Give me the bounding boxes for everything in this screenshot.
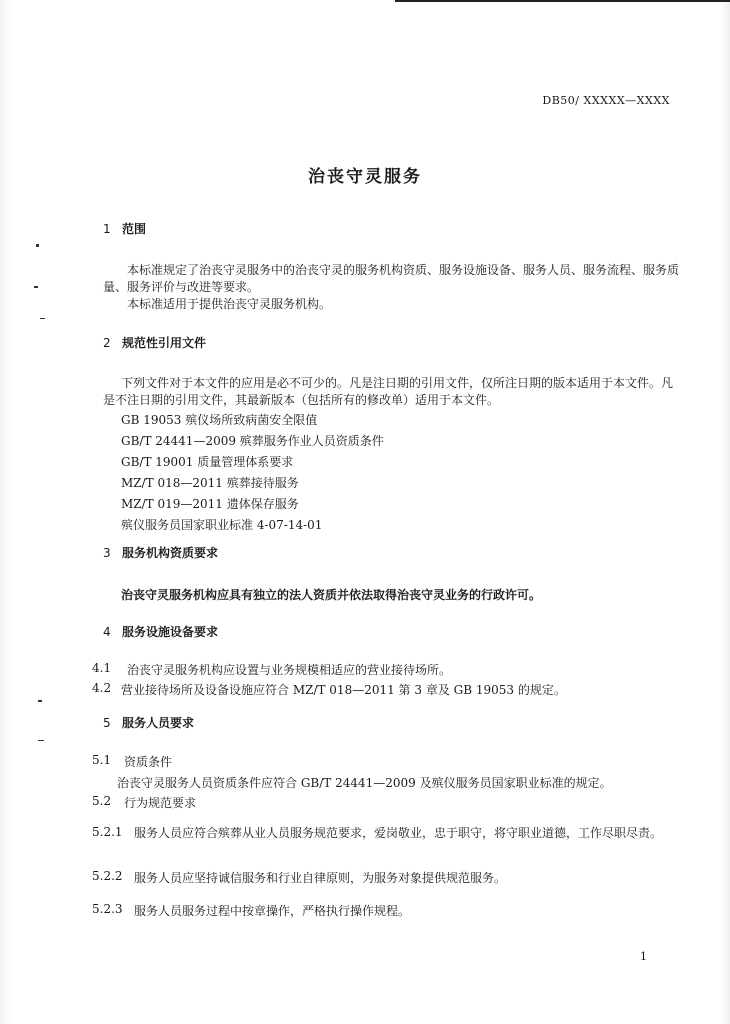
clause-text: 服务人员应符合殡葬从业人员服务规范要求，爱岗敬业，忠于职守，将守职业道德，工作尽职尽责。 <box>134 826 663 840</box>
clause-title: 资质条件 <box>124 755 173 769</box>
document-title: 治丧守灵服务 <box>308 167 422 187</box>
scan-speck <box>36 244 39 247</box>
scan-speck <box>40 318 45 319</box>
section-title: 规范性引用文件 <box>122 336 207 350</box>
clause-number: 5.2.1 <box>92 825 123 839</box>
clause-number: 5.2.2 <box>92 869 123 883</box>
scan-shadow-left <box>0 0 12 1024</box>
clause-text: 服务人员服务过程中按章操作，严格执行操作规程。 <box>134 904 411 918</box>
clause-number: 4.1 <box>92 661 112 675</box>
document-code: DB50/ XXXXX—XXXX <box>542 94 670 107</box>
reference-item: GB 19053 殡仪场所致病菌安全限值 <box>121 413 318 427</box>
clause-number: 5.1 <box>92 753 112 767</box>
section-3-heading <box>103 544 218 561</box>
section-1-paragraph-1: 本标准规定了治丧守灵服务中的治丧守灵的服务机构资质、服务设施设备、服务人员、服务流程、服务质量、服务评价与改进等要求。 <box>103 263 680 294</box>
reference-item: GB/T 24441—2009 殡葬服务作业人员资质条件 <box>121 434 384 448</box>
clause-text: 营业接待场所及设备设施应符合 MZ/T 018—2011 第 3 章及 GB 19053 的规定。 <box>121 683 566 697</box>
page-number: 1 <box>640 950 647 963</box>
reference-item: 殡仪服务员国家职业标准 4-07-14-01 <box>121 518 323 532</box>
scan-speck <box>34 286 38 288</box>
clause-text: 服务人员应坚持诚信服务和行业自律原则，为服务对象提供规范服务。 <box>134 871 507 885</box>
scan-speck <box>38 700 42 702</box>
clause-text: 治丧守灵服务机构应设置与业务规模相适应的营业接待场所。 <box>127 663 452 677</box>
section-5-heading <box>103 714 194 731</box>
clause-title: 行为规范要求 <box>124 796 197 810</box>
section-2-heading <box>103 334 206 351</box>
section-4-heading <box>103 623 218 640</box>
section-number: 5 <box>103 716 111 730</box>
section-title: 服务机构资质要求 <box>122 546 219 560</box>
section-number: 3 <box>103 546 111 560</box>
section-title: 服务人员要求 <box>122 716 195 730</box>
header-rule <box>395 0 730 2</box>
clause-number: 5.2 <box>92 794 112 808</box>
section-2-paragraph-1: 下列文件对于本文件的应用是必不可少的。凡是注日期的引用文件，仅所注日期的版本适用于本文件。凡是不注日期的引用文件，其最新版本（包括所有的修改单）适用于本文件。 <box>103 376 674 407</box>
section-title: 范围 <box>122 222 147 236</box>
scan-shadow-right <box>720 0 730 1024</box>
clause-number: 5.2.3 <box>92 902 123 916</box>
clause-text: 治丧守灵服务人员资质条件应符合 GB/T 24441—2009 及殡仪服务员国家职业标准的规定。 <box>117 776 612 790</box>
section-number: 1 <box>103 222 111 236</box>
section-1-heading <box>103 220 146 237</box>
section-3-paragraph-1: 治丧守灵服务机构应具有独立的法人资质并依法取得治丧守灵业务的行政许可。 <box>121 588 542 602</box>
section-1-paragraph-2: 本标准适用于提供治丧守灵服务机构。 <box>127 297 332 311</box>
scan-speck <box>38 740 44 741</box>
clause-number: 4.2 <box>92 681 112 695</box>
reference-item: GB/T 19001 质量管理体系要求 <box>121 455 294 469</box>
section-number: 2 <box>103 336 111 350</box>
reference-item: MZ/T 018—2011 殡葬接待服务 <box>121 476 299 490</box>
section-number: 4 <box>103 625 111 639</box>
section-title: 服务设施设备要求 <box>122 625 219 639</box>
reference-item: MZ/T 019—2011 遗体保存服务 <box>121 497 299 511</box>
